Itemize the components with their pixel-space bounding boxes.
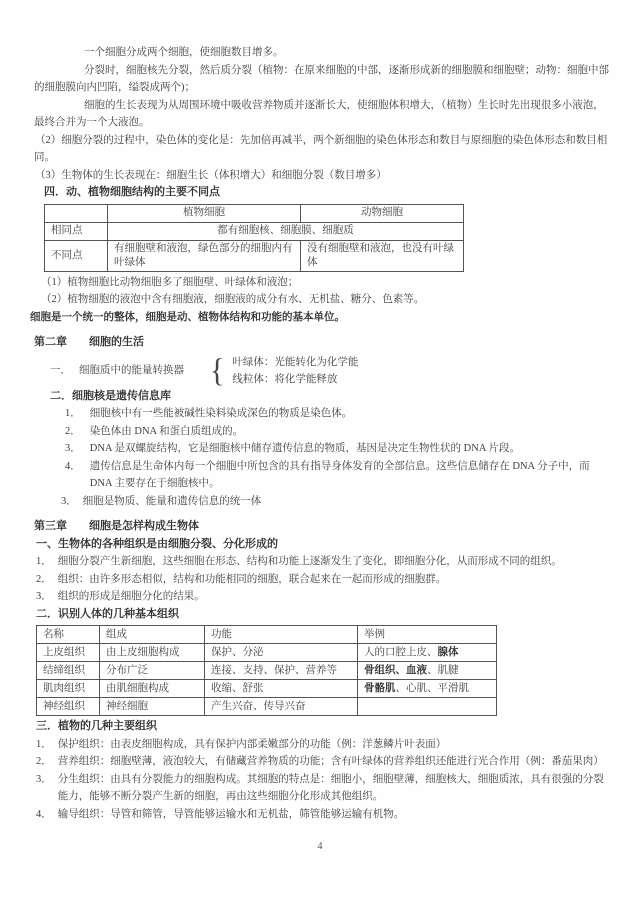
list-item [36, 588, 612, 606]
chapter2-number: 第二章 [34, 336, 67, 348]
list-item [36, 553, 612, 571]
list-item [36, 736, 612, 754]
item-text: DNA 是双螺旋结构，它是细胞核中储存遗传信息的物质，基因是决定生物性状的 DNA 片段。 [89, 443, 520, 454]
item-number: 1． [36, 738, 52, 750]
section4-note-1: （1）植物细胞比动物细胞多了细胞壁、叶绿体和液泡； [41, 276, 299, 288]
tissue-description: 细胞壁薄，液泡较大，有储藏营养物质的功能；含有叶绿体的营养组织还能进行光合作用（例：番茄果肉） [110, 756, 604, 767]
cell-composition: 分布广泛 [100, 662, 205, 680]
table-row [45, 240, 464, 271]
section4-note-2: （2）植物细胞的液泡中含有细胞液，细胞液的成分有水、无机盐、糖分、色素等。 [41, 294, 425, 305]
item-number: 2． [36, 573, 52, 585]
cell-example [358, 698, 497, 716]
tissue-description: 由表皮细胞构成，具有保护内部柔嫩部分的功能（例：洋葱鳞片叶表面） [110, 738, 447, 750]
item-text: 组织：由许多形态相似，结构和功能相同的细胞，联合起来在一起而形成的细胞群。 [57, 573, 447, 585]
chapter3-title-text: 细胞是怎样构成生物体 [89, 520, 199, 532]
cell-function: 收缩、舒张 [205, 680, 358, 698]
item-text: 遗传信息是生命体内每一个细胞中所包含的具有指导身体发育的全部信息。这些信息储存在 DNA 分子中，而 DNA 主要存在于细胞核中。 [89, 460, 590, 489]
cell-diff-plant: 有细胞壁和液泡，绿色部分的细胞内有叶绿体 [108, 240, 301, 271]
table-row [37, 662, 497, 680]
intro-paragraph-1: 一个细胞分成两个细胞，使细胞数目增多。 [84, 47, 284, 58]
cell-example [358, 644, 497, 662]
item-number: 2． [65, 425, 81, 437]
cell-header-name: 名称 [37, 626, 100, 644]
unity-item [61, 493, 612, 511]
chapter3-number: 第三章 [34, 520, 67, 532]
list-item [65, 440, 612, 458]
table-header-row [37, 626, 497, 644]
chapter3-section2-heading: 二．识别人体的几种基本组织 [36, 607, 179, 620]
item-text [58, 806, 612, 824]
list-item [36, 806, 612, 824]
item-text: 细胞核中有一些能被碱性染料染成深色的物质是染色体。 [89, 408, 353, 419]
human-tissue-table [36, 625, 497, 716]
page-number: 4 [317, 841, 323, 852]
table-row [45, 222, 464, 240]
energy-converter-lines [232, 354, 358, 388]
item-number: 3． [36, 591, 52, 602]
item-text: 细胞是物质、能量和遗传信息的统一体 [82, 495, 262, 507]
example-bold-text: 腺体 [437, 646, 459, 658]
energy-converter-block [50, 351, 612, 389]
item-number: 4． [65, 460, 81, 472]
cell-comparison-table [44, 204, 464, 272]
cell-blank-header [45, 204, 108, 222]
brace-icon: { [210, 351, 225, 389]
chapter3-section3-heading: 三．植物的几种主要组织 [36, 720, 157, 732]
section4-summary: 细胞是一个统一的整体，细胞是动、植物体结构和功能的基本单位。 [30, 311, 345, 323]
cell-example [358, 662, 497, 680]
cell-header-example: 举例 [358, 626, 497, 644]
cell-animal-header: 动物细胞 [301, 204, 464, 222]
intro-point-3: （3）生物体的生长表现在：细胞生长（体积增大）和细胞分裂（数目增多） [35, 169, 387, 181]
item-text [58, 736, 612, 754]
example-bold-text: 骨组织、血液 [364, 664, 427, 676]
tissue-description: 由具有分裂能力的细胞构成。其细胞的特点是：细胞小，细胞壁薄，细胞核大，细胞质浓，具有很强的分裂能力，能够不断分裂产生新的细胞，再由这些细胞分化形成其他组织。 [57, 773, 604, 802]
cell-name: 神经组织 [37, 698, 100, 716]
chapter3-title [34, 518, 612, 536]
item-text: 染色体由 DNA 和蛋白质组成的。 [89, 425, 244, 437]
item-number: 3． [61, 495, 77, 507]
energy-converter-label [50, 362, 184, 380]
item-text [58, 771, 612, 806]
cell-function: 保护、分泌 [205, 644, 358, 662]
tissue-label: 分生组织： [57, 773, 111, 785]
mitochondria-line: 线粒体：将化学能释放 [232, 373, 338, 385]
cell-composition: 由上皮细胞构成 [100, 644, 205, 662]
list-item [36, 771, 612, 806]
cell-name: 肌肉组织 [37, 680, 100, 698]
item-number: 3． [65, 443, 81, 454]
example-bold-text: 骨骼肌 [364, 682, 396, 694]
item-number: 1． [36, 556, 52, 567]
cell-function: 产生兴奋、传导兴奋 [205, 698, 358, 716]
chapter2-title-text: 细胞的生活 [89, 336, 144, 348]
item-number: 4． [36, 808, 52, 820]
cell-example [358, 680, 497, 698]
item-text: 细胞质中的能量转换器 [79, 364, 184, 376]
tissue-description: 导管和筛管，导管能够运输水和无机盐，筛管能够运输有机物。 [110, 808, 405, 820]
intro-paragraph-3: 细胞的生长表现为从周围环境中吸收营养物质并逐渐长大，使细胞体积增大，（植物）生长时先出现很多小液泡，最终合并为一个大液泡。 [34, 99, 604, 128]
intro-paragraph-2: 分裂时，细胞核先分裂，然后质分裂（植物：在原来细胞的中部，逐渐形成新的细胞膜和细胞壁；动物：细胞中部的细胞膜向内凹陷，缢裂成两个)； [34, 64, 609, 93]
cell-diff-label: 不同点 [45, 240, 108, 271]
cell-composition: 由肌细胞构成 [100, 680, 205, 698]
cell-composition: 神经细胞 [100, 698, 205, 716]
section4-heading: 四．动、植物细胞结构的主要不同点 [44, 186, 220, 198]
chapter3-section1-heading: 一、生物体的各种组织是由细胞分裂、分化形成的 [36, 537, 278, 550]
table-row [37, 644, 497, 662]
table-row [45, 204, 464, 222]
cell-plant-header: 植物细胞 [108, 204, 301, 222]
cell-function: 连接、支持、保护、营养等 [205, 662, 358, 680]
cell-same-label: 相同点 [45, 222, 108, 240]
cell-header-composition: 组成 [100, 626, 205, 644]
list-item [36, 571, 612, 589]
tissue-label: 输导组织： [57, 808, 111, 820]
list-item [36, 753, 612, 771]
list-item [65, 423, 612, 441]
cell-same-value: 都有细胞核、细胞膜、细胞质 [108, 222, 464, 240]
chloroplast-line: 叶绿体：光能转化为化学能 [232, 356, 359, 368]
list-item [65, 405, 612, 423]
item-text: 细胞分裂产生新细胞，这些细胞在形态、结构和功能上逐渐发生了变化，即细胞分化，从而形成不同的组织。 [57, 556, 562, 567]
item-number: 2． [36, 756, 52, 767]
item-text [58, 753, 612, 771]
tissue-label: 营养组织： [57, 756, 111, 767]
nucleus-heading: 二．细胞核是遗传信息库 [50, 389, 171, 402]
cell-name: 上皮组织 [37, 644, 100, 662]
example-text: 、心肌、平滑肌 [395, 682, 469, 694]
example-text: 人的口腔上皮、 [364, 646, 438, 658]
item-number: 3． [36, 773, 52, 785]
item-number: 1． [65, 408, 81, 419]
cell-name: 结缔组织 [37, 662, 100, 680]
cell-diff-animal: 没有细胞壁和液泡，也没有叶绿体 [301, 240, 464, 271]
table-row [37, 698, 497, 716]
item-text: 组织的形成是细胞分化的结果。 [57, 591, 205, 602]
example-text: 、肌腱 [427, 664, 459, 676]
item-number: 一． [50, 364, 71, 376]
intro-point-2: （2）细胞分裂的过程中，染色体的变化是：先加倍再减半，两个新细胞的染色体形态和数目与原细胞的染色体形态和数目相同。 [34, 134, 608, 163]
cell-header-function: 功能 [205, 626, 358, 644]
chapter2-title [34, 334, 612, 352]
table-row [37, 680, 497, 698]
list-item [65, 458, 612, 493]
tissue-label: 保护组织： [57, 738, 111, 750]
